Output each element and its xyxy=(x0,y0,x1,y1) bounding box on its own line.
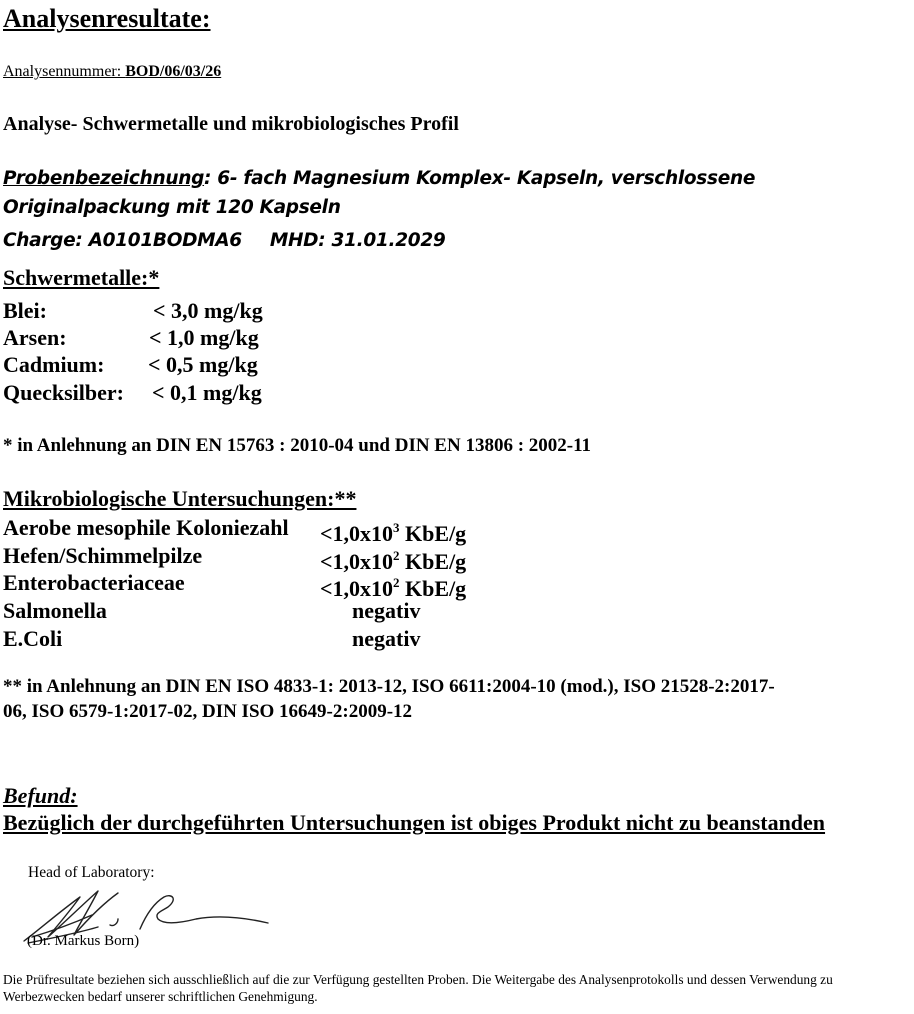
microbiology-name: Salmonella xyxy=(3,598,107,623)
batch-number: Charge: A0101BODMA6 xyxy=(3,230,242,251)
heavy-metals-heading: Schwermetalle:* xyxy=(3,265,160,290)
microbiology-value: negativ xyxy=(352,598,421,623)
heavy-metal-value: < 3,0 mg/kg xyxy=(153,298,263,323)
heavy-metal-value: < 0,5 mg/kg xyxy=(148,352,258,377)
footer-disclaimer: Die Prüfresultate beziehen sich ausschließlich auf die zur Verfügung gestellten Proben. Die Weitergabe des Analysenprotokolls und dessen Verwendung zu Werbezwecken bedarf unserer schriftlichen Genehmigung. xyxy=(3,972,833,1004)
microbiology-value: $<1,0x10^2$ KbE/g xyxy=(320,548,467,574)
finding-label: Befund: xyxy=(3,783,78,808)
microbiology-heading: Mikrobiologische Untersuchungen:** xyxy=(3,486,357,511)
heavy-metal-name: Cadmium: xyxy=(3,352,105,377)
sample-text: : 6- fach Magnesium Komplex- Kapseln, verschlossene Originalpackung mit 120 Kapseln xyxy=(3,168,756,218)
heavy-metals-footnote: * in Anlehnung an DIN EN 15763 : 2010-04 und DIN EN 13806 : 2002-11 xyxy=(3,435,592,456)
signature-role: Head of Laboratory: xyxy=(28,864,155,881)
microbiology-value: $<1,0x10^3$ KbE/g xyxy=(320,520,467,546)
microbiology-name: Hefen/Schimmelpilze xyxy=(3,543,203,568)
best-before-date: MHD: 31.01.2029 xyxy=(269,230,446,251)
report-subtitle: Analyse- Schwermetalle und mikrobiologisches Profil xyxy=(3,113,459,135)
analysis-number-value: BOD/06/03/26 xyxy=(125,63,222,80)
heavy-metal-value: < 0,1 mg/kg xyxy=(152,380,262,405)
microbiology-name: E.Coli xyxy=(3,626,63,651)
microbiology-name: Enterobacteriaceae xyxy=(3,570,185,595)
microbiology-name: Aerobe mesophile Koloniezahl xyxy=(3,515,289,540)
microbiology-footnote: ** in Anlehnung an DIN EN ISO 4833-1: 2013-12, ISO 6611:2004-10 (mod.), ISO 21528-2:2017- xyxy=(3,676,775,697)
heavy-metal-value: < 1,0 mg/kg xyxy=(149,325,259,350)
microbiology-value: $<1,0x10^2$ KbE/g xyxy=(320,575,467,601)
heavy-metal-name: Quecksilber: xyxy=(3,380,124,405)
page-title: Analysenresultate: xyxy=(3,4,211,33)
analysis-number xyxy=(3,63,221,81)
batch-info xyxy=(3,230,446,251)
sample-description xyxy=(3,164,911,222)
microbiology-value: negativ xyxy=(352,626,421,651)
finding-text: Bezüglich der durchgeführten Untersuchungen ist obiges Produkt nicht zu beanstanden xyxy=(3,810,826,835)
analysis-number-label: Analysennummer: xyxy=(3,63,126,80)
heavy-metal-name: Blei: xyxy=(3,298,47,323)
microbiology-footnote: 06, ISO 6579-1:2017-02, DIN ISO 16649-2:2009-12 xyxy=(3,701,413,722)
sample-label: Probenbezeichnung xyxy=(3,168,205,189)
signatory-name: (Dr. Markus Born) xyxy=(27,933,140,949)
heavy-metal-name: Arsen: xyxy=(3,325,67,350)
